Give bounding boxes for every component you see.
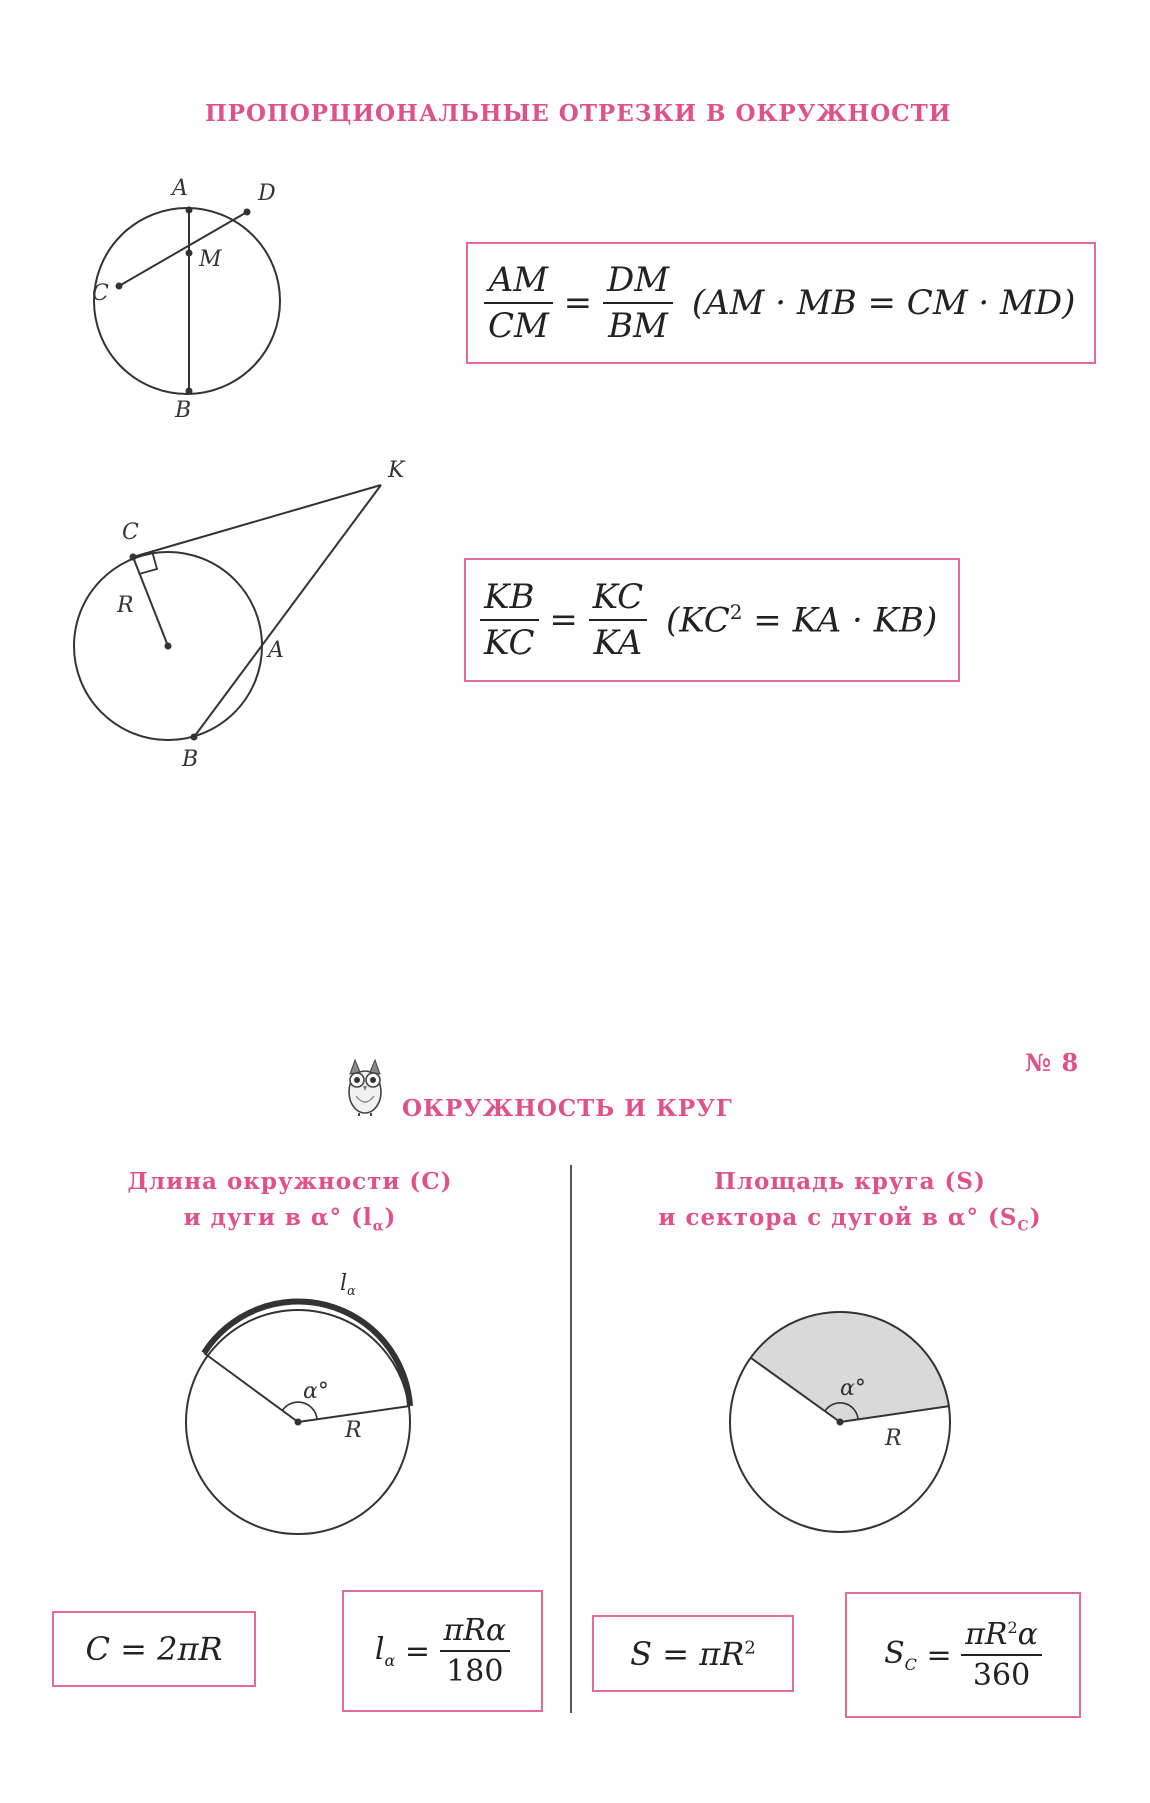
formula-box-tangent	[464, 558, 960, 682]
formula-box-sector-area	[845, 1592, 1081, 1718]
point-label-c: C	[92, 281, 109, 306]
product-post: = KA · KB)	[742, 600, 938, 641]
point-label-a: A	[268, 638, 284, 663]
angle-label: α°	[840, 1376, 866, 1401]
circle-area-text: S = πR	[630, 1634, 745, 1673]
product-formula: (AM · MB = CM · MD)	[691, 283, 1076, 323]
section-number: № 8	[1025, 1048, 1080, 1077]
section2-title: ОКРУЖНОСТЬ И КРУГ	[402, 1095, 733, 1122]
exponent: 2	[1007, 1618, 1018, 1637]
left-heading-line1: Длина окружности (C)	[127, 1168, 453, 1195]
right-heading-line1: Площадь круга (S)	[714, 1168, 986, 1195]
subscript: α	[372, 1218, 385, 1235]
sector-area-lhs: S	[884, 1636, 905, 1671]
equals-sign: =	[404, 1633, 430, 1669]
left-column-heading	[70, 1164, 510, 1245]
point-label-k: K	[388, 458, 405, 483]
owl-icon	[342, 1058, 388, 1116]
sector-diagram	[700, 1265, 980, 1545]
point-label-m: M	[199, 247, 222, 272]
column-divider	[570, 1165, 572, 1713]
frac-num: πRα	[440, 1613, 511, 1652]
frac-num	[961, 1617, 1042, 1656]
point-label-a: A	[172, 176, 188, 201]
section1-title: ПРОПОРЦИОНАЛЬНЫЕ ОТРЕЗКИ В ОКРУЖНОСТИ	[205, 100, 952, 127]
frac-den: BM	[608, 306, 668, 346]
exponent: 2	[729, 599, 743, 624]
frac-num: AM	[484, 260, 553, 304]
equals-sign: =	[926, 1637, 952, 1673]
tangent-secant-diagram	[60, 455, 420, 775]
frac-den: KC	[484, 623, 535, 663]
frac-den: CM	[488, 306, 549, 346]
right-heading-line2	[600, 1200, 1100, 1245]
formula-box-circle-area	[592, 1615, 794, 1692]
circumference-formula: C = 2πR	[85, 1630, 223, 1668]
formula-box-chords	[466, 242, 1096, 364]
equals-sign: =	[563, 283, 593, 323]
arc-diagram	[160, 1270, 460, 1540]
frac-den: 180	[446, 1654, 504, 1689]
point-label-d: D	[258, 181, 276, 206]
point-label-b: B	[175, 398, 192, 423]
arc-label	[340, 1271, 356, 1299]
subscript: C	[904, 1655, 917, 1674]
right-heading-line2-text: и сектора с дугой в α° (S	[658, 1204, 1018, 1231]
radius-label: R	[345, 1418, 362, 1443]
right-heading-line2-end: )	[1029, 1204, 1042, 1231]
product-pre: (KC	[665, 600, 730, 641]
frac-den: 360	[972, 1658, 1031, 1693]
frac-num: DM	[603, 260, 673, 304]
right-column-heading	[600, 1164, 1100, 1245]
arc-label-sub: α	[347, 1284, 356, 1299]
formula-box-arc-length	[342, 1590, 543, 1712]
point-label-c: C	[122, 520, 139, 545]
arc-label-text: l	[340, 1271, 348, 1296]
radius-label: R	[117, 593, 134, 618]
circle-area-formula	[630, 1635, 756, 1673]
num-pre: πR	[965, 1617, 1008, 1652]
radius-label: R	[885, 1426, 902, 1451]
subscript: C	[1017, 1218, 1030, 1235]
chords-diagram	[80, 165, 340, 430]
num-post: α	[1017, 1617, 1038, 1652]
frac-num: KB	[480, 577, 539, 621]
left-heading-line2-text: и дуги в α° (l	[183, 1204, 373, 1231]
product-formula	[666, 600, 937, 640]
angle-label: α°	[303, 1379, 329, 1404]
exponent: 2	[744, 1636, 756, 1658]
subscript: α	[384, 1651, 396, 1670]
formula-box-circumference	[52, 1611, 256, 1687]
left-heading-line2-end: )	[384, 1204, 397, 1231]
frac-num: KC	[589, 577, 648, 621]
frac-den: KA	[593, 623, 643, 663]
left-heading-line2	[70, 1200, 510, 1245]
point-label-b: B	[182, 747, 199, 772]
arc-length-lhs: l	[374, 1632, 385, 1667]
equals-sign: =	[549, 600, 578, 640]
